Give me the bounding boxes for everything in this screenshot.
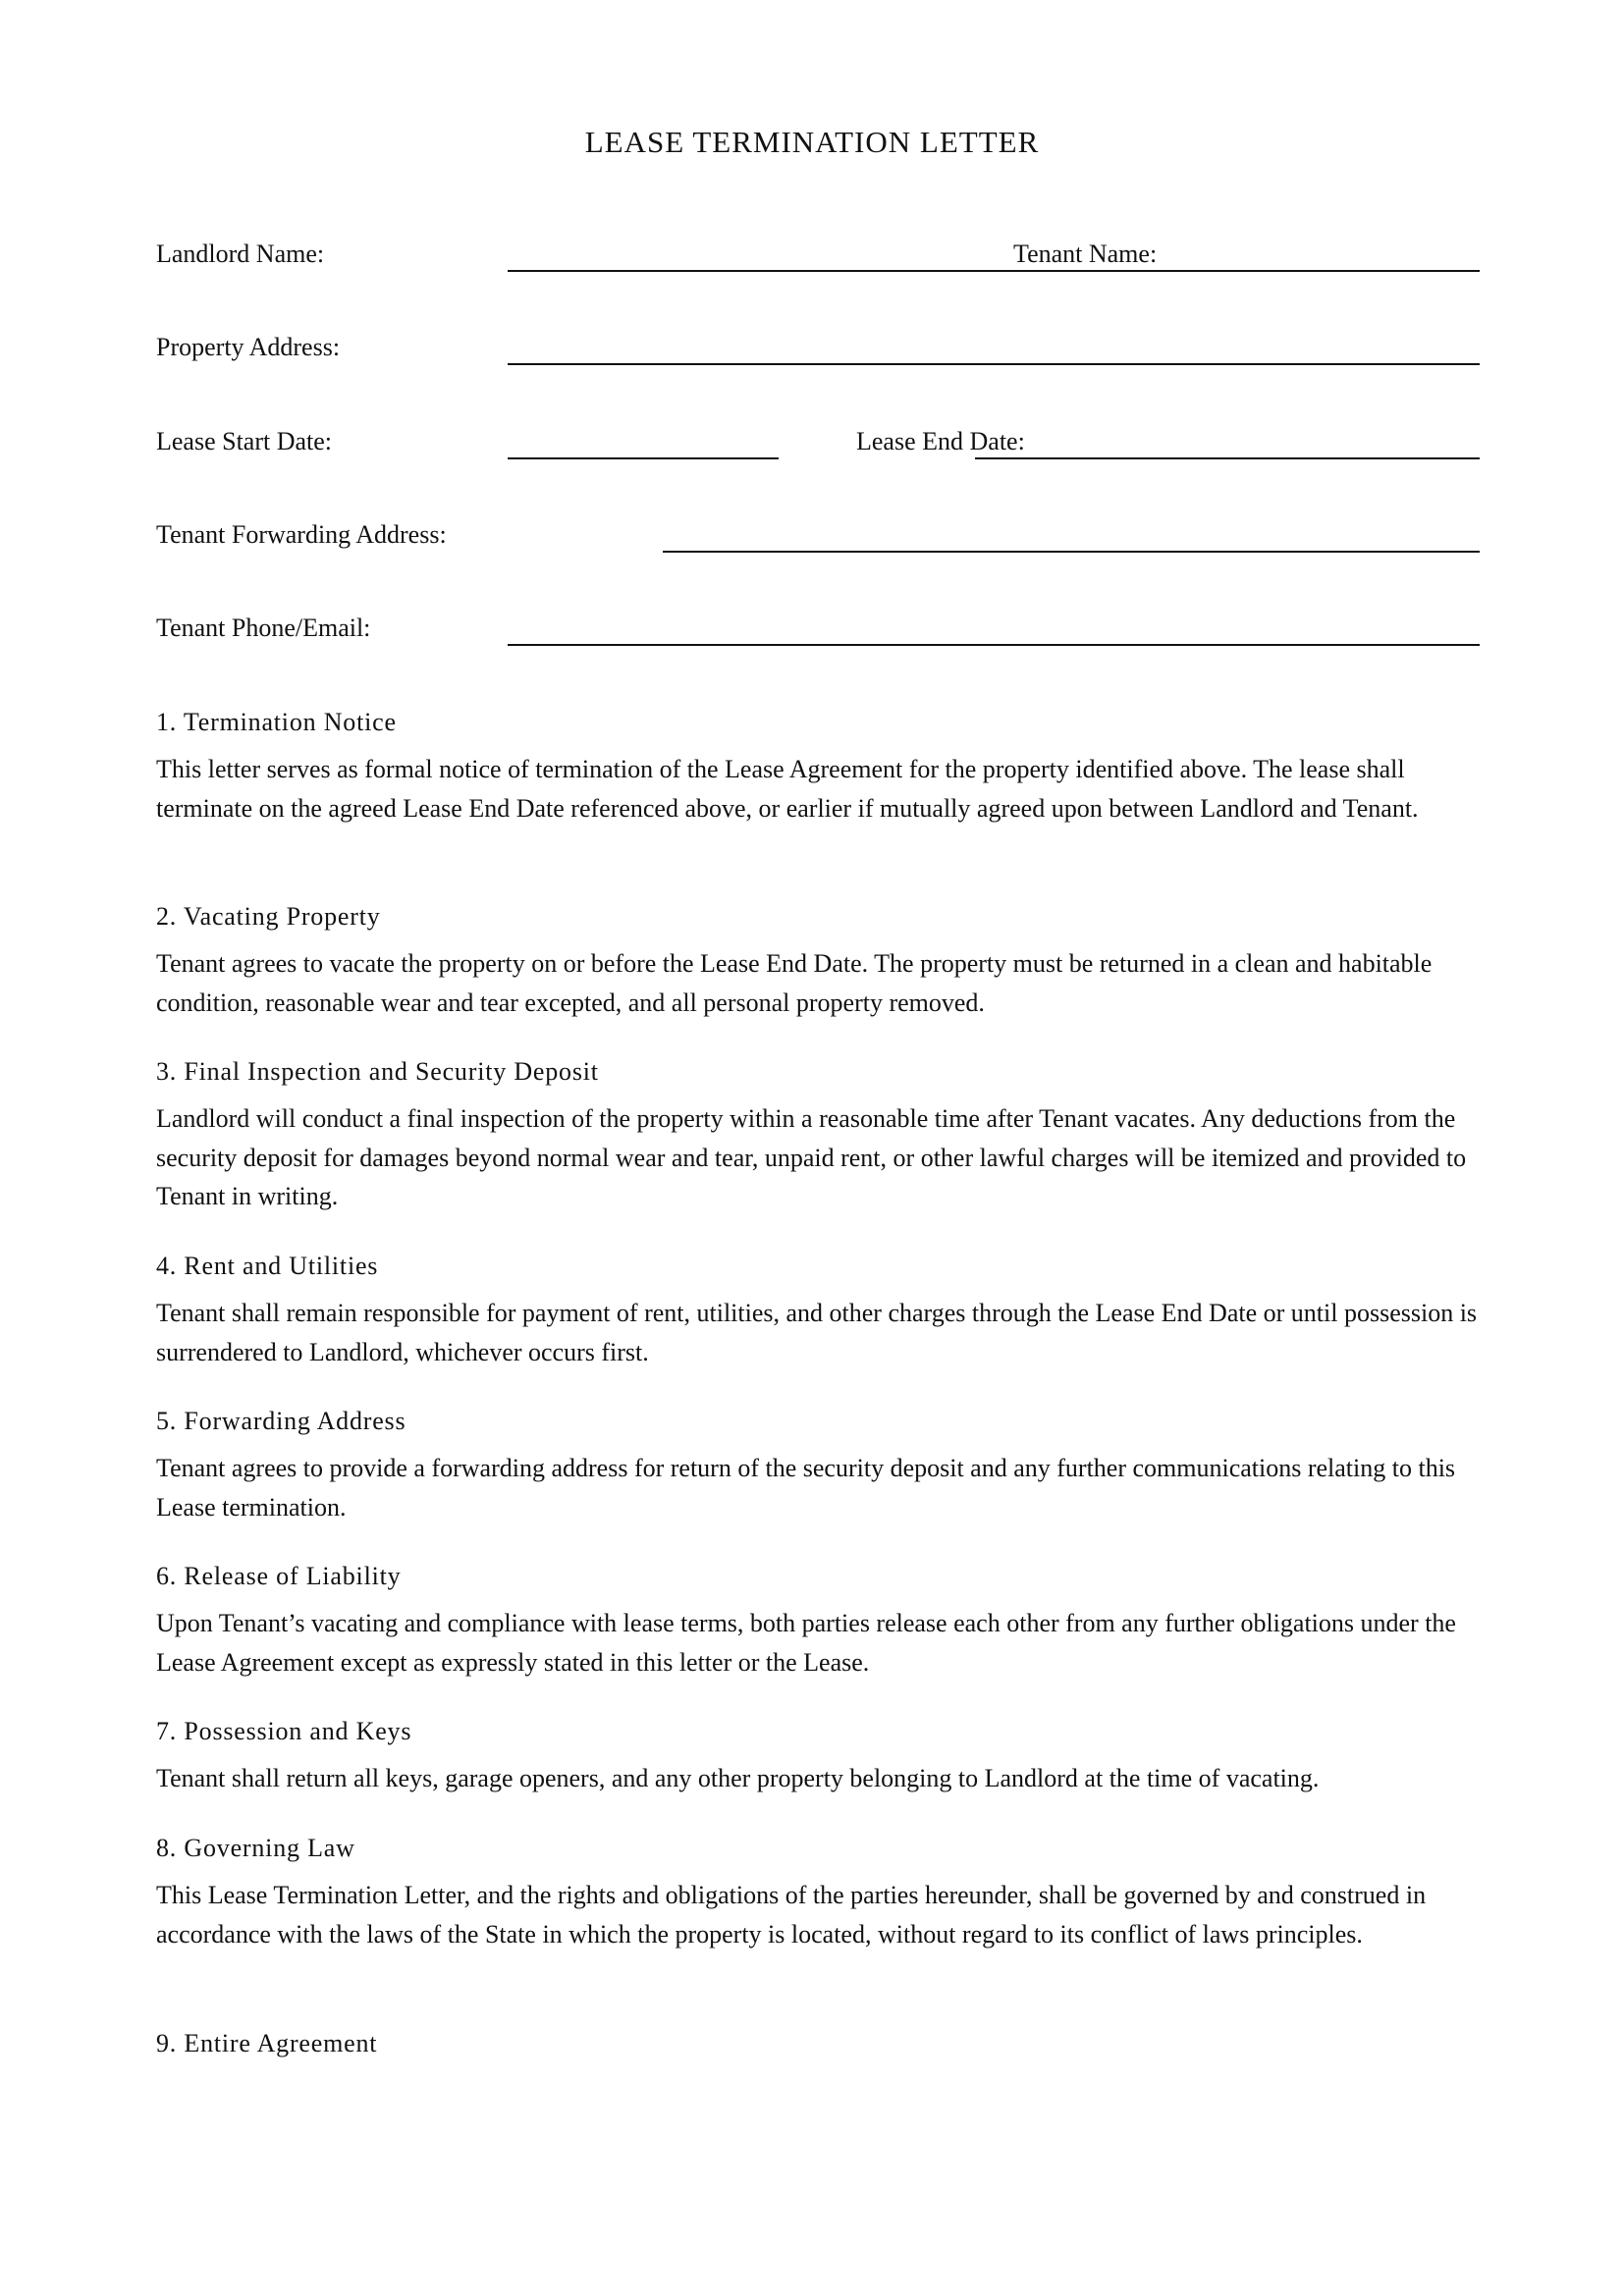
lease-end-date-label: Lease End Date: <box>856 427 1025 455</box>
section-heading-forwarding-address: 5. Forwarding Address <box>156 1407 406 1435</box>
section-heading-release-of-liability: 6. Release of Liability <box>156 1562 402 1590</box>
section-heading-vacating-property: 2. Vacating Property <box>156 902 381 931</box>
property-address-label: Property Address: <box>156 333 341 361</box>
section-body-forwarding-address: Tenant agrees to provide a forwarding address for return of the security deposit and any further communications relating to this Lease termination. <box>156 1454 1456 1522</box>
section-body-rent-utilities: Tenant shall remain responsible for payment of rent, utilities, and other charges through the Lease End Date or until possession is surrendered to Landlord, whichever occurs first. <box>156 1299 1478 1366</box>
tenant-phone-email-label: Tenant Phone/Email: <box>156 614 371 642</box>
section-heading-entire-agreement: 9. Entire Agreement <box>156 2029 378 2057</box>
section-body-termination-notice: This letter serves as formal notice of termination of the Lease Agreement for the property identified above. The lease shall terminate on the agreed Lease End Date referenced above, or earlier if mutually agreed upon between Landlord and Tenant. <box>156 755 1419 823</box>
landlord-name-label: Landlord Name: <box>156 240 325 268</box>
section-heading-rent-utilities: 4. Rent and Utilities <box>156 1252 379 1280</box>
tenant-forwarding-address-line[interactable] <box>663 551 1480 553</box>
property-address-line[interactable] <box>508 363 1480 365</box>
section-body-vacating-property: Tenant agrees to vacate the property on or before the Lease End Date. The property must be returned in a clean and habitable condition, reasonable wear and tear excepted, and all personal property removed. <box>156 949 1433 1017</box>
tenant-forwarding-address-label: Tenant Forwarding Address: <box>156 520 447 549</box>
section-body-final-inspection: Landlord will conduct a final inspection of the property within a reasonable time after Tenant vacates. Any deductions from the security deposit for damages beyond normal wear and tear, unpaid rent, or other lawful charges will be itemized and provided to Tenant in writing. <box>156 1104 1467 1210</box>
tenant-name-label: Tenant Name: <box>1013 240 1158 268</box>
document-title: LEASE TERMINATION LETTER <box>584 125 1040 159</box>
lease-start-date-label: Lease Start Date: <box>156 427 333 455</box>
lease-start-date-line[interactable] <box>508 457 779 459</box>
section-body-governing-law: This Lease Termination Letter, and the rights and obligations of the parties hereunder, shall be governed by and construed in accordance with the laws of the State in which the property is located, without regard to its conflict of laws principles. <box>156 1881 1427 1949</box>
section-heading-governing-law: 8. Governing Law <box>156 1834 355 1862</box>
lease-end-date-line[interactable] <box>975 457 1480 459</box>
section-heading-termination-notice: 1. Termination Notice <box>156 708 397 736</box>
section-body-release-of-liability: Upon Tenant’s vacating and compliance with lease terms, both parties release each other from any further obligations under the Lease Agreement except as expressly stated in this letter or the Lease. <box>156 1609 1456 1677</box>
section-heading-final-inspection: 3. Final Inspection and Security Deposit <box>156 1057 599 1086</box>
tenant-phone-email-line[interactable] <box>508 644 1480 646</box>
landlord-tenant-name-line[interactable] <box>508 270 1480 272</box>
section-body-possession-keys: Tenant shall return all keys, garage openers, and any other property belonging to Landlord at the time of vacating. <box>156 1764 1320 1792</box>
section-heading-possession-keys: 7. Possession and Keys <box>156 1717 412 1745</box>
